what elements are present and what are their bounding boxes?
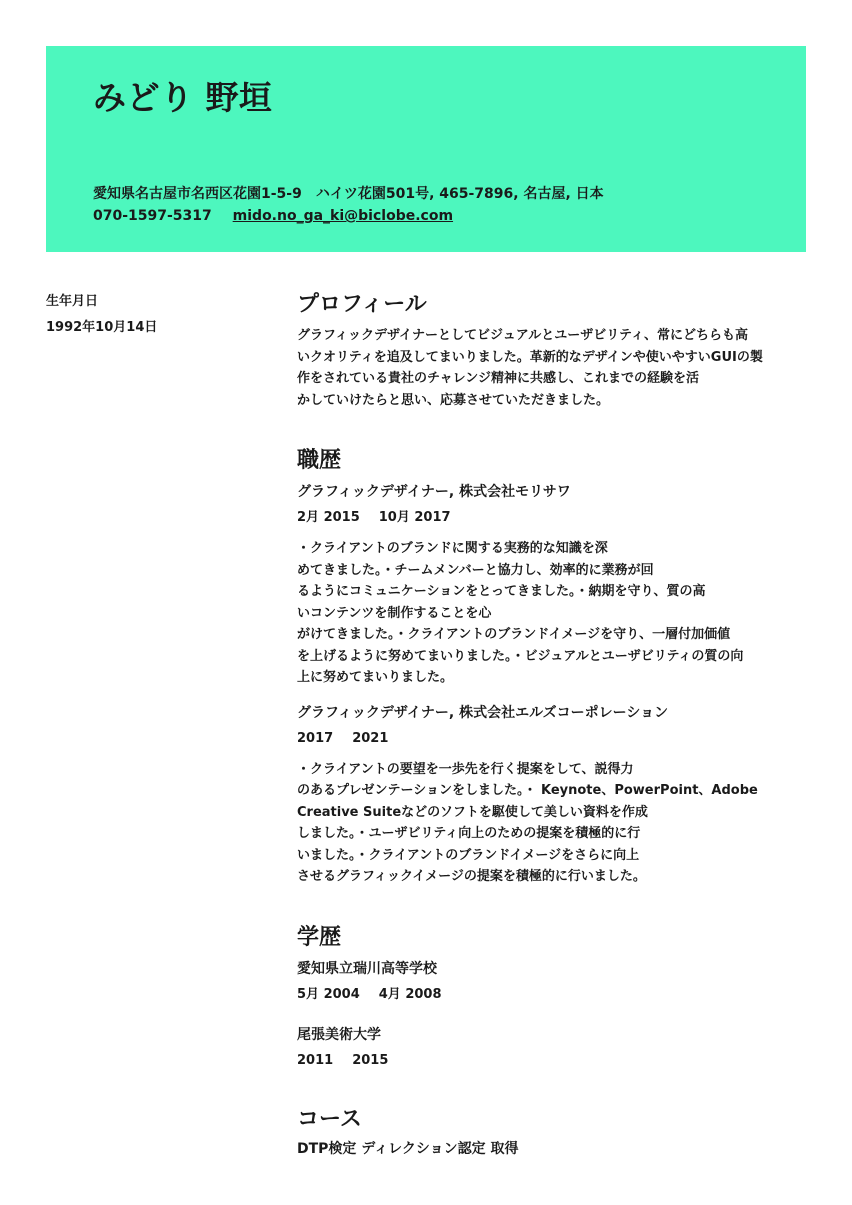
job-entry [297, 702, 817, 888]
birth-date-label: 生年月日 [46, 294, 99, 309]
school-dates [297, 984, 817, 1006]
main-content [297, 289, 817, 1160]
school-start: 5月 2004 [297, 986, 360, 1002]
contact-info [93, 183, 604, 227]
job-title: グラフィックデザイナー, 株式会社エルズコーポレーション [297, 704, 669, 721]
school-name: 尾張美術大学 [297, 1026, 381, 1043]
profile-section [297, 289, 817, 411]
job-end: 10月 2017 [378, 510, 451, 525]
birth-date-value: 1992年10月14日 [46, 320, 158, 335]
course-item: DTP検定 ディレクション認定 取得 [297, 1140, 519, 1157]
school-name: 愛知県立瑞川高等学校 [297, 960, 437, 977]
applicant-name: みどり 野垣 [93, 78, 273, 117]
address: 愛知県名古屋市名西区花園1-5-9 ハイツ花園501号, 465-7896, 名古屋, 日本 [93, 186, 604, 202]
courses-title: コース [297, 1106, 362, 1132]
header-banner [46, 46, 806, 252]
school-start: 2011 [297, 1052, 334, 1068]
job-title: グラフィックデザイナー, 株式会社モリサワ [297, 484, 571, 500]
experience-title: 職歴 [297, 448, 342, 473]
education-title: 学歴 [297, 924, 342, 950]
school-entry [297, 1024, 817, 1072]
phone-number: 070-1597-5317 [93, 208, 212, 224]
job-end: 2021 [352, 730, 389, 746]
job-description: ・クライアントの要望を一歩先を行く提案をして、説得力 のあるプレゼンテーションをしました。・ Keynote、PowerPoint、Adobe Creative Suiteなどのソフトを駆使して美しい資料を作成 しました。・ユーザビリティ向上のための提案を積極的に行 いました。・クライアントのブランドイメージをさらに向上 させるグラフィックイメージの提案を積極的に行いました。 [297, 761, 758, 884]
job-entry [297, 481, 817, 689]
job-start: 2017 [297, 730, 334, 746]
profile-text: グラフィックデザイナーとしてビジュアルとユーザビリティ、常にどちらも高 いクオリティを追及してまいりました。革新的なデザインや使いやすいGUIの製 作をされている貴社のチャレンジ精神に共感し、これまでの経験を活 かしていけたらと思い、応募させていただきました。 [297, 328, 763, 408]
phone-email-row [93, 205, 604, 227]
job-description: ・クライアントのブランドに関する実務的な知識を深 めてきました。・チームメンバーと協力し、効率的に業務が回 るようにコミュニケーションをとってきました。・納期を守り、質の高 いコンテンツを制作することを心 がけてきました。・クライアントのブランドイメージを守り、一層付加価値 を上げるように努めてまいりました。・ビジュアルとユーザビリティの質の向 上に努めてまいりました。 [297, 541, 744, 685]
job-dates [297, 728, 817, 750]
job-dates [297, 507, 817, 529]
job-start: 2月 2015 [297, 510, 360, 525]
school-dates [297, 1050, 817, 1072]
email-link[interactable]: mido.no_ga_ki@biclobe.com [232, 208, 454, 224]
experience-section [297, 445, 817, 888]
school-end: 4月 2008 [378, 986, 442, 1002]
school-entry [297, 958, 817, 1006]
courses-section [297, 1104, 817, 1160]
sidebar [46, 289, 246, 341]
education-section [297, 922, 817, 1072]
school-end: 2015 [352, 1052, 389, 1068]
profile-title: プロフィール [297, 292, 427, 317]
